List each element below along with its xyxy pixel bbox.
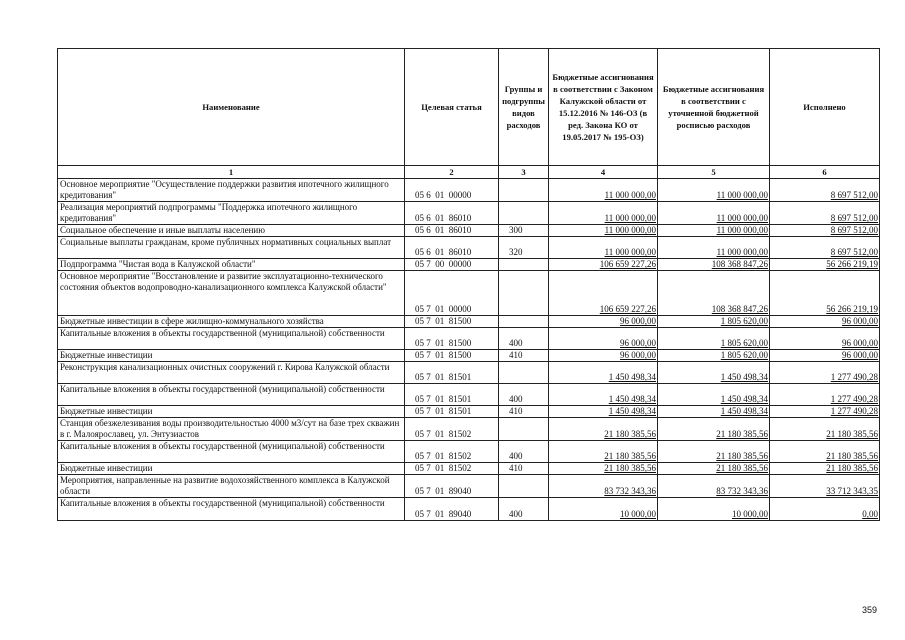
row-refined-allocation: [658, 475, 770, 498]
row-law-allocation-value: 96 000,00: [620, 350, 656, 360]
row-executed-value: 8 697 512,00: [830, 213, 878, 223]
row-law-allocation-value: 21 180 385,56: [604, 451, 656, 461]
table-row: [58, 179, 880, 202]
row-refined-allocation: [658, 418, 770, 441]
table-row: [58, 475, 880, 498]
row-law-allocation-value: 11 000 000,00: [604, 225, 656, 235]
row-target-code: 05 7 01 81502: [405, 441, 499, 463]
row-refined-allocation-value: 1 450 498,34: [720, 372, 768, 382]
row-law-allocation-value: 21 180 385,56: [604, 429, 656, 439]
row-group-code: [499, 259, 549, 271]
row-law-allocation-value: 83 732 343,36: [604, 486, 656, 496]
row-refined-allocation-value: 1 805 620,00: [720, 338, 768, 348]
row-refined-allocation-value: 1 805 620,00: [720, 350, 768, 360]
row-executed: [770, 225, 880, 237]
column-number: 4: [549, 166, 658, 179]
row-executed-value: 8 697 512,00: [830, 190, 878, 200]
row-executed-value: 8 697 512,00: [830, 225, 878, 235]
row-refined-allocation: [658, 362, 770, 384]
row-executed-value: 1 277 490,28: [830, 394, 878, 404]
row-name: Капитальные вложения в объекты государственной (муниципальной) собственности: [58, 384, 405, 406]
table-row: [58, 350, 880, 362]
row-refined-allocation-value: 21 180 385,56: [716, 463, 768, 473]
row-refined-allocation: [658, 225, 770, 237]
row-refined-allocation-value: 21 180 385,56: [716, 451, 768, 461]
table-row: [58, 418, 880, 441]
table-row: [58, 441, 880, 463]
row-refined-allocation: [658, 441, 770, 463]
row-executed: [770, 475, 880, 498]
row-refined-allocation: [658, 202, 770, 225]
row-law-allocation-value: 1 450 498,34: [608, 372, 656, 382]
row-refined-allocation: [658, 350, 770, 362]
row-executed-value: 96 000,00: [842, 350, 878, 360]
row-group-code: [499, 362, 549, 384]
header-row: [58, 49, 880, 166]
row-refined-allocation: [658, 237, 770, 259]
row-name: Капитальные вложения в объекты государственной (муниципальной) собственности: [58, 328, 405, 350]
header-groups: Группы и подгруппы видов расходов: [499, 49, 549, 166]
row-law-allocation: [549, 328, 658, 350]
row-group-code: 300: [499, 225, 549, 237]
row-law-allocation: [549, 225, 658, 237]
row-target-code: 05 6 01 86010: [405, 237, 499, 259]
row-executed: [770, 418, 880, 441]
header-target: Целевая статья: [405, 49, 499, 166]
column-number-row: [58, 166, 880, 179]
row-refined-allocation: [658, 384, 770, 406]
row-law-allocation-value: 11 000 000,00: [604, 190, 656, 200]
row-law-allocation: [549, 271, 658, 316]
row-law-allocation-value: 11 000 000,00: [604, 213, 656, 223]
row-target-code: 05 7 01 81500: [405, 316, 499, 328]
row-refined-allocation-value: 10 000,00: [732, 509, 768, 519]
row-executed: [770, 350, 880, 362]
row-law-allocation-value: 11 000 000,00: [604, 247, 656, 257]
table-row: [58, 271, 880, 316]
row-law-allocation-value: 10 000,00: [620, 509, 656, 519]
row-executed: [770, 328, 880, 350]
row-executed: [770, 362, 880, 384]
row-law-allocation-value: 21 180 385,56: [604, 463, 656, 473]
row-group-code: 400: [499, 441, 549, 463]
row-target-code: 05 6 01 86010: [405, 202, 499, 225]
row-law-allocation: [549, 202, 658, 225]
row-executed: [770, 271, 880, 316]
row-executed-value: 56 266 219,19: [826, 304, 878, 314]
row-refined-allocation-value: 1 450 498,34: [720, 394, 768, 404]
row-name: Мероприятия, направленные на развитие водохозяйственного комплекса в Калужской области: [58, 475, 405, 498]
row-refined-allocation-value: 1 805 620,00: [720, 316, 768, 326]
row-executed: [770, 316, 880, 328]
row-group-code: 410: [499, 463, 549, 475]
row-target-code: 05 6 01 00000: [405, 179, 499, 202]
row-law-allocation-value: 106 659 227,26: [599, 304, 656, 314]
row-target-code: 05 6 01 86010: [405, 225, 499, 237]
column-number: 5: [658, 166, 770, 179]
budget-table: [57, 48, 880, 521]
row-name: Бюджетные инвестиции: [58, 350, 405, 362]
row-executed-value: 8 697 512,00: [830, 247, 878, 257]
row-executed-value: 33 712 343,35: [826, 486, 878, 496]
row-name: Станция обезжелезивания воды производительностью 4000 м3/сут на базе трех скважин в г. Малоярославец, ул. Энтузиастов: [58, 418, 405, 441]
row-group-code: 400: [499, 328, 549, 350]
row-refined-allocation: [658, 406, 770, 418]
row-executed-value: 56 266 219,19: [826, 259, 878, 269]
row-refined-allocation-value: 108 368 847,26: [711, 304, 768, 314]
row-name: Подпрограмма "Чистая вода в Калужской области": [58, 259, 405, 271]
table-row: [58, 202, 880, 225]
row-refined-allocation-value: 11 000 000,00: [716, 213, 768, 223]
row-law-allocation: [549, 475, 658, 498]
row-law-allocation: [549, 350, 658, 362]
table-row: [58, 328, 880, 350]
row-executed: [770, 406, 880, 418]
table-row: [58, 463, 880, 475]
row-name: Бюджетные инвестиции: [58, 463, 405, 475]
row-executed: [770, 179, 880, 202]
row-executed: [770, 384, 880, 406]
row-group-code: [499, 475, 549, 498]
column-number: 1: [58, 166, 405, 179]
column-number: 3: [499, 166, 549, 179]
row-target-code: 05 7 01 00000: [405, 271, 499, 316]
row-refined-allocation: [658, 498, 770, 521]
row-group-code: [499, 418, 549, 441]
header-refined-allocation: Бюджетные ассигнования в соответствии с уточненной бюджетной росписью расходов: [658, 49, 770, 166]
table-row: [58, 259, 880, 271]
row-law-allocation: [549, 259, 658, 271]
row-group-code: [499, 271, 549, 316]
row-group-code: [499, 179, 549, 202]
row-refined-allocation-value: 11 000 000,00: [716, 247, 768, 257]
row-name: Социальное обеспечение и иные выплаты населению: [58, 225, 405, 237]
row-name: Основное мероприятие "Восстановление и развитие эксплуатационно-технического состояния объектов водопроводно-канализационного комплекса Калужской области": [58, 271, 405, 316]
row-refined-allocation: [658, 328, 770, 350]
row-law-allocation: [549, 498, 658, 521]
row-executed-value: 96 000,00: [842, 316, 878, 326]
row-law-allocation: [549, 463, 658, 475]
row-target-code: 05 7 01 81502: [405, 463, 499, 475]
row-executed-value: 21 180 385,56: [826, 429, 878, 439]
row-group-code: 410: [499, 406, 549, 418]
row-target-code: 05 7 01 81501: [405, 362, 499, 384]
row-law-allocation: [549, 362, 658, 384]
row-law-allocation-value: 1 450 498,34: [608, 406, 656, 416]
row-target-code: 05 7 01 89040: [405, 475, 499, 498]
row-executed: [770, 202, 880, 225]
table-row: [58, 362, 880, 384]
row-name: Основное мероприятие "Осуществление поддержки развития ипотечного жилищного кредитования": [58, 179, 405, 202]
row-law-allocation-value: 1 450 498,34: [608, 394, 656, 404]
row-executed-value: 21 180 385,56: [826, 451, 878, 461]
row-refined-allocation-value: 11 000 000,00: [716, 225, 768, 235]
row-law-allocation: [549, 384, 658, 406]
table-row: [58, 384, 880, 406]
row-executed: [770, 498, 880, 521]
row-target-code: 05 7 01 89040: [405, 498, 499, 521]
row-executed-value: 96 000,00: [842, 338, 878, 348]
row-name: Бюджетные инвестиции в сфере жилищно-коммунального хозяйства: [58, 316, 405, 328]
row-refined-allocation: [658, 271, 770, 316]
row-refined-allocation: [658, 259, 770, 271]
row-group-code: 320: [499, 237, 549, 259]
row-target-code: 05 7 01 81500: [405, 350, 499, 362]
row-name: Капитальные вложения в объекты государственной (муниципальной) собственности: [58, 441, 405, 463]
row-executed-value: 0,00: [862, 509, 878, 519]
row-law-allocation-value: 96 000,00: [620, 338, 656, 348]
row-refined-allocation-value: 21 180 385,56: [716, 429, 768, 439]
table-row: [58, 406, 880, 418]
row-law-allocation: [549, 316, 658, 328]
row-law-allocation: [549, 406, 658, 418]
row-law-allocation-value: 106 659 227,26: [599, 259, 656, 269]
row-name: Социальные выплаты гражданам, кроме публичных нормативных социальных выплат: [58, 237, 405, 259]
page-number: 359: [862, 605, 878, 615]
row-group-code: [499, 316, 549, 328]
table-row: [58, 237, 880, 259]
header-law-allocation: Бюджетные ассигнования в соответствии с Законом Калужской области от 15.12.2016 № 146-ОЗ (в ред. Закона КО от 19.05.2017 № 195-ОЗ): [549, 49, 658, 166]
row-refined-allocation: [658, 179, 770, 202]
table-row: [58, 498, 880, 521]
row-target-code: 05 7 00 00000: [405, 259, 499, 271]
table-row: [58, 225, 880, 237]
row-name: Реализация мероприятий подпрограммы "Поддержка ипотечного жилищного кредитования": [58, 202, 405, 225]
row-executed: [770, 441, 880, 463]
header-executed: Исполнено: [770, 49, 880, 166]
row-refined-allocation: [658, 463, 770, 475]
row-group-code: 400: [499, 498, 549, 521]
header-name: Наименование: [58, 49, 405, 166]
row-group-code: 410: [499, 350, 549, 362]
row-executed-value: 1 277 490,28: [830, 406, 878, 416]
row-refined-allocation: [658, 316, 770, 328]
row-law-allocation: [549, 237, 658, 259]
row-target-code: 05 7 01 81501: [405, 406, 499, 418]
budget-table-sheet: [57, 48, 879, 521]
row-refined-allocation-value: 83 732 343,36: [716, 486, 768, 496]
table-row: [58, 316, 880, 328]
row-executed-value: 1 277 490,28: [830, 372, 878, 382]
row-name: Бюджетные инвестиции: [58, 406, 405, 418]
row-name: Капитальные вложения в объекты государственной (муниципальной) собственности: [58, 498, 405, 521]
row-refined-allocation-value: 1 450 498,34: [720, 406, 768, 416]
row-law-allocation: [549, 179, 658, 202]
row-target-code: 05 7 01 81502: [405, 418, 499, 441]
row-group-code: 400: [499, 384, 549, 406]
table-body: [58, 179, 880, 521]
row-law-allocation: [549, 418, 658, 441]
column-number: 2: [405, 166, 499, 179]
row-refined-allocation-value: 108 368 847,26: [711, 259, 768, 269]
row-executed: [770, 237, 880, 259]
row-target-code: 05 7 01 81501: [405, 384, 499, 406]
row-refined-allocation-value: 11 000 000,00: [716, 190, 768, 200]
row-target-code: 05 7 01 81500: [405, 328, 499, 350]
row-executed: [770, 259, 880, 271]
column-number: 6: [770, 166, 880, 179]
row-group-code: [499, 202, 549, 225]
row-name: Реконструкция канализационных очистных сооружений г. Кирова Калужской области: [58, 362, 405, 384]
row-executed-value: 21 180 385,56: [826, 463, 878, 473]
row-law-allocation: [549, 441, 658, 463]
row-executed: [770, 463, 880, 475]
row-law-allocation-value: 96 000,00: [620, 316, 656, 326]
